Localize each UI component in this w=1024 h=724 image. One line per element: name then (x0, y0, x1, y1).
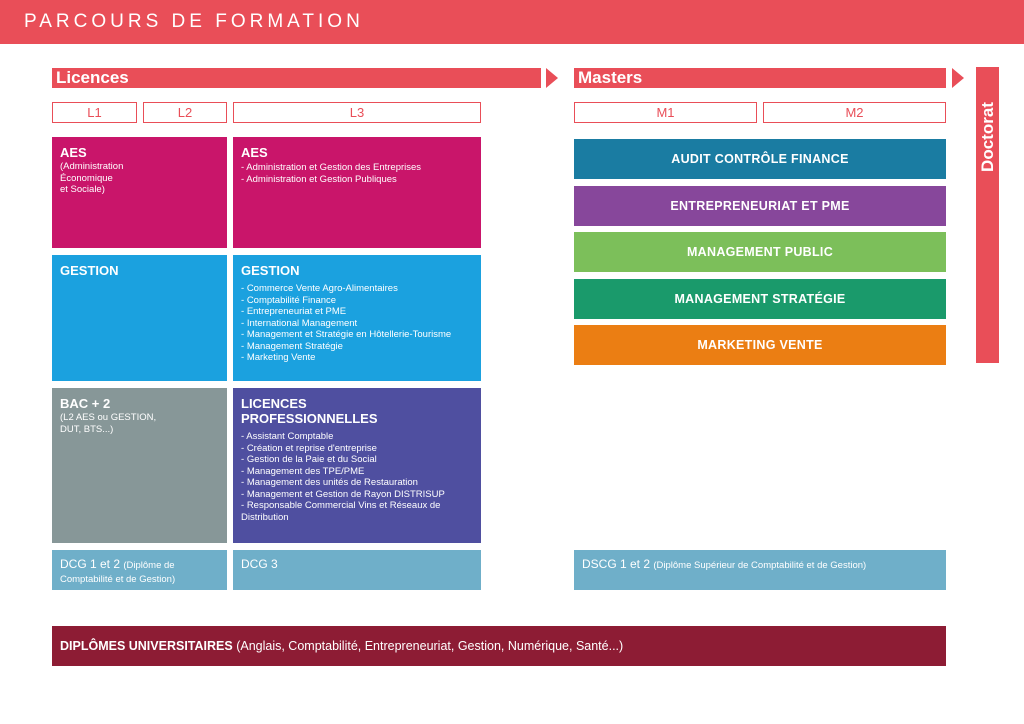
masters-label: Masters (578, 68, 643, 87)
list-item: - International Management (241, 318, 473, 330)
dcg3-box (233, 550, 481, 590)
dcg3-label: DCG 3 (241, 557, 278, 571)
list-item: - Commerce Vente Agro-Alimentaires (241, 283, 473, 295)
list-item: - Administration et Gestion des Entreprises (241, 162, 473, 174)
licences-label: Licences (56, 68, 129, 87)
dcg12-box (52, 550, 227, 590)
master-audit: AUDIT CONTRÔLE FINANCE (574, 139, 946, 179)
l12-bac-box (52, 388, 227, 543)
du-title: DIPLÔMES UNIVERSITAIRES (60, 639, 233, 653)
level-m2: M2 (763, 102, 946, 123)
du-bar (52, 626, 946, 666)
l12-aes-title: AES (60, 145, 87, 160)
l3-aes-title: AES (241, 145, 268, 160)
dscg-main: DSCG 1 et 2 (582, 557, 651, 571)
master-entrepreneuriat: ENTREPRENEURIAT ET PME (574, 186, 946, 226)
master-management-strategie: MANAGEMENT STRATÉGIE (574, 279, 946, 319)
doctorat-bar (976, 67, 999, 363)
list-item: - Comptabilité Finance (241, 295, 473, 307)
masters-arrow-icon (952, 68, 964, 88)
l12-aes-sub-2: Économique (60, 172, 113, 184)
l12-gestion-title: GESTION (60, 263, 119, 278)
dcg12-main: DCG 1 et 2 (60, 557, 121, 571)
dscg-box (574, 550, 946, 590)
licences-arrow-icon (546, 68, 558, 88)
l3-aes-box (233, 137, 481, 248)
list-item: - Gestion de la Paie et du Social (241, 454, 473, 466)
l3-pro-title-2: PROFESSIONNELLES (241, 411, 378, 426)
page-title: PARCOURS DE FORMATION (24, 11, 364, 32)
l3-aes-list (241, 162, 473, 185)
header-bar (0, 0, 1024, 44)
l12-aes-sub-3: et Sociale) (60, 184, 105, 195)
list-item: - Responsable Commercial Vins et Réseaux de Distribution (241, 500, 473, 523)
master-marketing-vente: MARKETING VENTE (574, 325, 946, 365)
l12-bac-sub-1: (L2 AES ou GESTION, (60, 412, 157, 423)
l3-gestion-box (233, 255, 481, 381)
l3-pro-list (241, 431, 473, 523)
list-item: - Création et reprise d'entreprise (241, 443, 473, 455)
list-item: - Management Stratégie (241, 341, 473, 353)
level-l3: L3 (233, 102, 481, 123)
l3-pro-box (233, 388, 481, 543)
l12-gestion-box (52, 255, 227, 381)
l12-bac-sub-2: DUT, BTS...) (60, 423, 114, 435)
du-detail: (Anglais, Comptabilité, Entrepreneuriat, Gestion, Numérique, Santé...) (232, 639, 624, 653)
level-m1: M1 (574, 102, 757, 123)
dscg-note: (Diplôme Supérieur de Comptabilité et de Gestion) (653, 560, 867, 571)
list-item: - Marketing Vente (241, 352, 473, 364)
l12-aes-box (52, 137, 227, 248)
list-item: - Management et Gestion de Rayon DISTRISUP (241, 489, 473, 501)
doctorat-label: Doctorat (977, 102, 997, 172)
list-item: - Management des unités de Restauration (241, 477, 473, 489)
l3-gestion-title: GESTION (241, 263, 300, 278)
l3-pro-title-1: LICENCES (241, 396, 307, 411)
licences-band (52, 68, 541, 88)
level-l1: L1 (52, 102, 137, 123)
l12-aes-sub-1: (Administration (60, 161, 124, 172)
master-management-public: MANAGEMENT PUBLIC (574, 232, 946, 272)
l3-gestion-list (241, 283, 473, 364)
list-item: - Management et Stratégie en Hôtellerie-Tourisme (241, 329, 473, 341)
list-item: - Administration et Gestion Publiques (241, 174, 473, 186)
list-item: - Management des TPE/PME (241, 466, 473, 478)
masters-band (574, 68, 946, 88)
list-item: - Entrepreneuriat et PME (241, 306, 473, 318)
dcg12-note: (Diplôme de Comptabilité et de Gestion) (60, 560, 176, 585)
list-item: - Assistant Comptable (241, 431, 473, 443)
level-l2: L2 (143, 102, 227, 123)
l12-bac-title: BAC + 2 (60, 396, 111, 411)
